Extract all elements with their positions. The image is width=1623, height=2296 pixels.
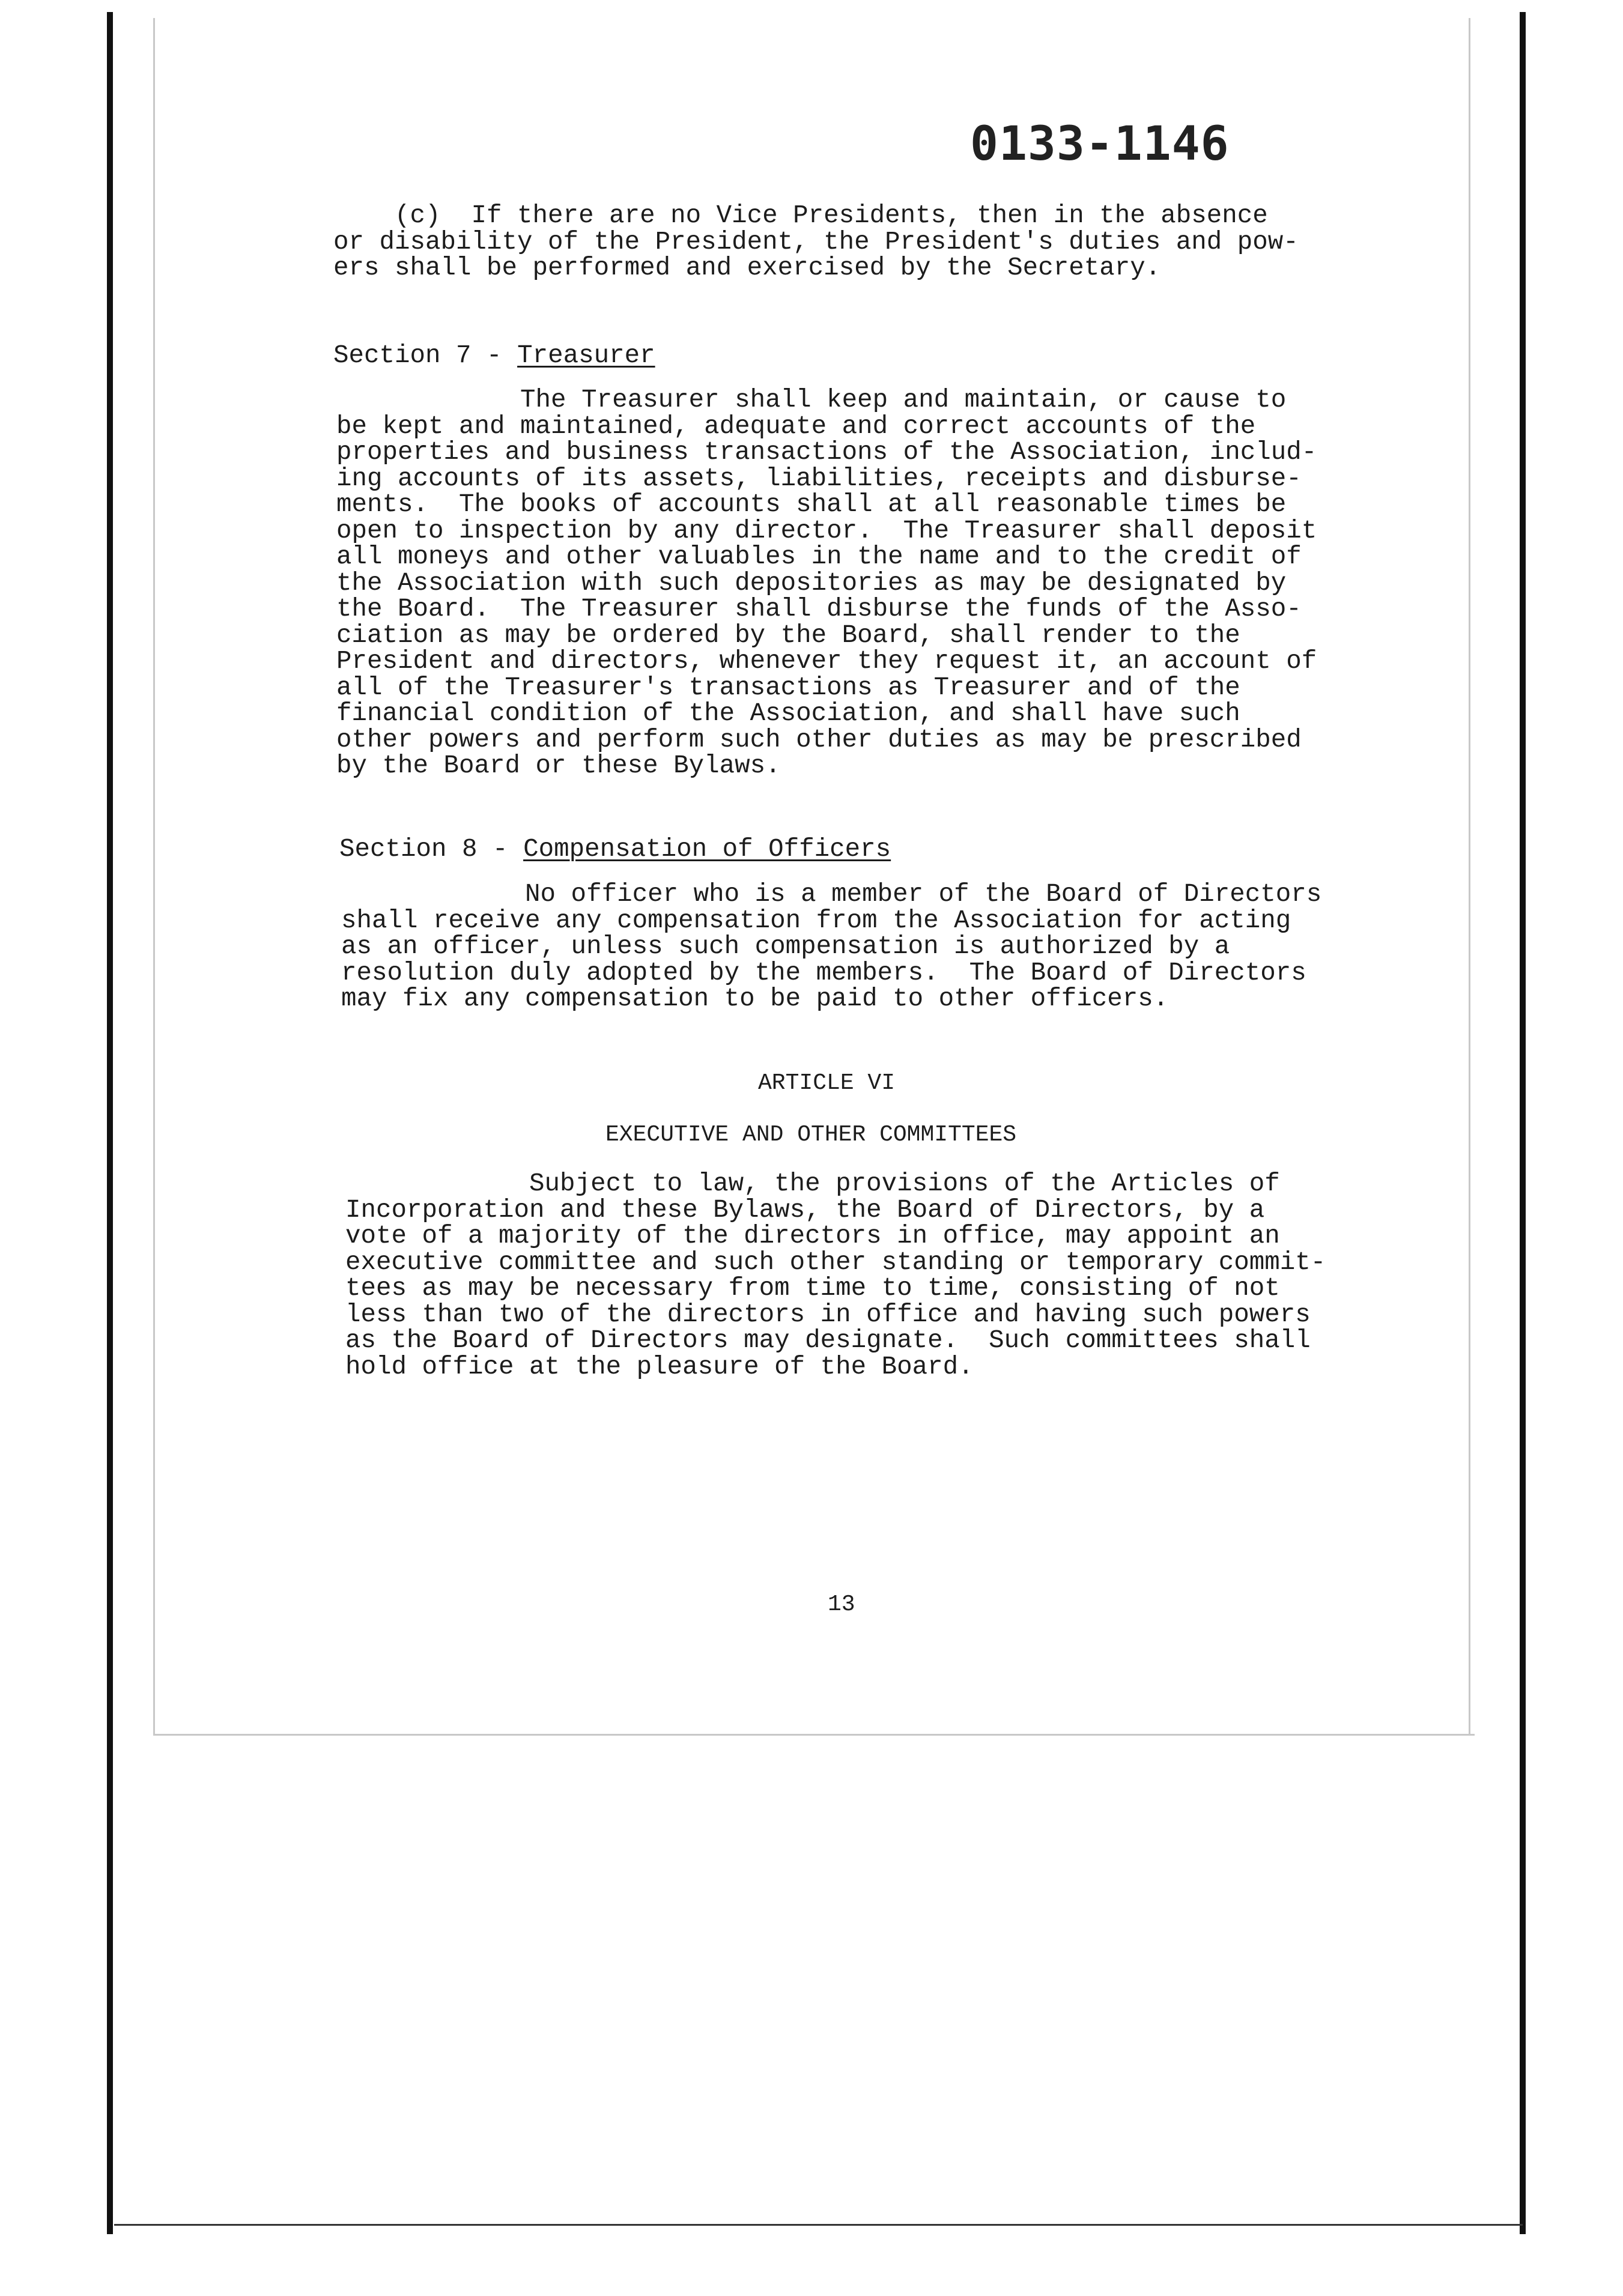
section-8-prefix: Section 8 - — [339, 835, 524, 864]
section-8-heading — [339, 836, 891, 862]
section-8-title: Compensation of Officers — [523, 835, 891, 864]
article-body: Subject to law, the provisions of the Articles of Incorporation and these Bylaws, the Board of Directors, by a vote of a majority of the directors in office, may appoint an executive committee and such other standing or temporary commit- tees as may be necessary from time to time, consisting of not less than two of the directors in office and having such powers as the Board of Directors may designate. Such committees shall hold office at the pleasure of the Board. — [345, 1169, 1326, 1381]
page-number: 13 — [828, 1592, 855, 1617]
ghost-right-edge — [1469, 18, 1470, 1736]
section-7-title: Treasurer — [517, 341, 655, 370]
right-page-border — [1520, 12, 1526, 2234]
left-page-border — [107, 12, 113, 2234]
paragraph-c: (c) If there are no Vice Presidents, then in the absence or disability of the President, the President's duties and pow- ers shall be performed and exercised by the Secretary. — [333, 201, 1299, 282]
section-8-body: No officer who is a member of the Board of Directors shall receive any compensation from the Association for acting as an officer, unless such compensation is authorized by a resolution duly adopted by the members. The Board of Directors may fix any compensation to be paid to other officers. — [341, 880, 1322, 1013]
article-heading: ARTICLE VI — [758, 1070, 896, 1096]
section-7-heading — [333, 342, 655, 369]
bottom-page-border — [114, 2224, 1523, 2226]
section-7-body: The Treasurer shall keep and maintain, or cause to be kept and maintained, adequate and correct accounts of the properties and business transactions of the Association, includ- ing accounts of its assets, liabilities, receipts and disburse- ments. The books of accounts shall at all reasonable times be open to inspection by any director. The Treasurer shall deposit all moneys and other valuables in the name and to the credit of the Association with such depositories as may be designated by the Board. The Treasurer shall disburse the funds of the Asso- ciation as may be ordered by the Board, shall render to the President and directors, whenever they request it, an account of all of the Treasurer's transactions as Treasurer and of the financial condition of the Association, and shall have such other powers and perform such other duties as may be prescribed by the Board or these Bylaws. — [336, 386, 1317, 780]
document-stamp-number: 0133-1146 — [970, 117, 1230, 171]
ghost-bottom-edge — [153, 1734, 1475, 1736]
article-subheading: EXECUTIVE AND OTHER COMMITTEES — [605, 1122, 1017, 1148]
ghost-left-edge — [153, 18, 155, 1736]
section-7-prefix: Section 7 - — [333, 341, 518, 370]
